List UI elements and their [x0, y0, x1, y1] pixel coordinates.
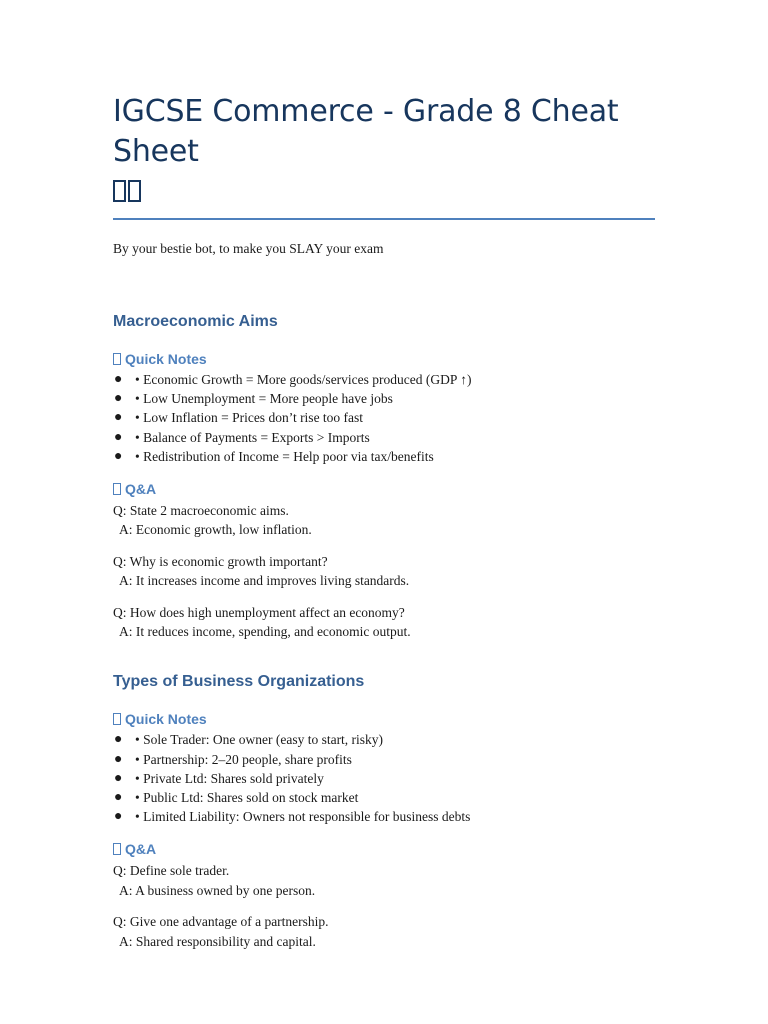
- bullet-dot-icon: ●: [114, 732, 123, 748]
- answer-text: A: Shared responsibility and capital.: [119, 933, 316, 949]
- bullet-dot-icon: ●: [114, 429, 123, 445]
- answer-text: A: It reduces income, spending, and economic output.: [119, 624, 411, 640]
- list-item-text: • Economic Growth = More goods/services produced (GDP ↑): [135, 372, 472, 387]
- list-item-text: • Public Ltd: Shares sold on stock market: [135, 790, 359, 806]
- list-item: [113, 769, 655, 788]
- list-item-text: • Low Unemployment = More people have jobs: [135, 391, 393, 407]
- quick-notes-heading: [113, 709, 655, 729]
- list-item-text: • Limited Liability: Owners not responsible for business debts: [135, 809, 471, 825]
- list-item-text: • Sole Trader: One owner (easy to start, risky): [135, 732, 384, 748]
- tofu-box-icon: [113, 483, 121, 495]
- question-text: Q: Why is economic growth important?: [113, 553, 328, 569]
- list-item: [113, 807, 655, 826]
- tofu-box-icon: [113, 713, 121, 725]
- bullet-dot-icon: ●: [114, 372, 123, 387]
- quick-notes-label: Quick Notes: [125, 351, 207, 367]
- list-item-text: • Low Inflation = Prices don’t rise too fast: [135, 410, 364, 426]
- tofu-box-icon: [113, 353, 121, 365]
- question-text: Q: Give one advantage of a partnership.: [113, 914, 329, 930]
- qa-item: [113, 861, 655, 900]
- list-item: [113, 370, 655, 389]
- answer-text: A: A business owned by one person.: [119, 882, 316, 898]
- list-item: [113, 408, 655, 427]
- bullet-dot-icon: ●: [114, 448, 123, 464]
- section-title: Types of Business Organizations: [113, 673, 365, 691]
- answer-text: A: It increases income and improves living standards.: [119, 573, 410, 589]
- qa-item: [113, 501, 655, 540]
- title-underline-rule: [113, 218, 655, 220]
- section-title: Macroeconomic Aims: [113, 313, 278, 330]
- list-item: [113, 788, 655, 807]
- qa-item: [113, 603, 655, 642]
- qa-item: [113, 552, 655, 591]
- quick-notes-label: Quick Notes: [125, 711, 207, 728]
- quick-notes-list: [113, 370, 655, 466]
- title-missing-glyphs: [113, 172, 655, 208]
- document-subtitle: By your bestie bot, to make you SLAY your exam: [113, 241, 384, 256]
- bullet-dot-icon: ●: [114, 391, 123, 407]
- title-text: IGCSE Commerce - Grade 8 Cheat Sheet: [113, 94, 619, 169]
- list-item: [113, 389, 655, 408]
- tofu-box-icon: [128, 180, 141, 202]
- section-macroeconomic-aims: [113, 311, 655, 641]
- bullet-dot-icon: ●: [114, 770, 123, 786]
- bullet-dot-icon: ●: [114, 751, 123, 767]
- bullet-dot-icon: ●: [114, 790, 123, 806]
- document-title: [113, 92, 655, 208]
- bullet-dot-icon: ●: [114, 410, 123, 426]
- list-item-text: • Private Ltd: Shares sold privately: [135, 770, 324, 786]
- document-page: [113, 92, 655, 951]
- tofu-box-icon: [113, 843, 121, 855]
- answer-text: A: Economic growth, low inflation.: [119, 522, 312, 538]
- question-text: Q: Define sole trader.: [113, 863, 230, 879]
- quick-notes-list: [113, 730, 655, 826]
- qa-item: [113, 912, 655, 951]
- list-item-text: • Balance of Payments = Exports > Imports: [135, 429, 370, 445]
- qa-heading: [113, 839, 655, 859]
- bullet-dot-icon: ●: [114, 809, 123, 825]
- list-item: [113, 730, 655, 749]
- list-item: [113, 428, 655, 447]
- qa-label: Q&A: [125, 841, 157, 858]
- list-item-text: • Partnership: 2–20 people, share profits: [135, 751, 352, 767]
- qa-label: Q&A: [125, 481, 157, 498]
- list-item: [113, 447, 655, 466]
- question-text: Q: How does high unemployment affect an economy?: [113, 604, 405, 620]
- qa-heading: [113, 479, 655, 499]
- list-item: [113, 750, 655, 769]
- tofu-box-icon: [113, 180, 126, 202]
- section-business-organizations: [113, 671, 655, 951]
- list-item-text: • Redistribution of Income = Help poor via tax/benefits: [135, 448, 434, 464]
- question-text: Q: State 2 macroeconomic aims.: [113, 503, 289, 519]
- quick-notes-heading: [113, 349, 655, 369]
